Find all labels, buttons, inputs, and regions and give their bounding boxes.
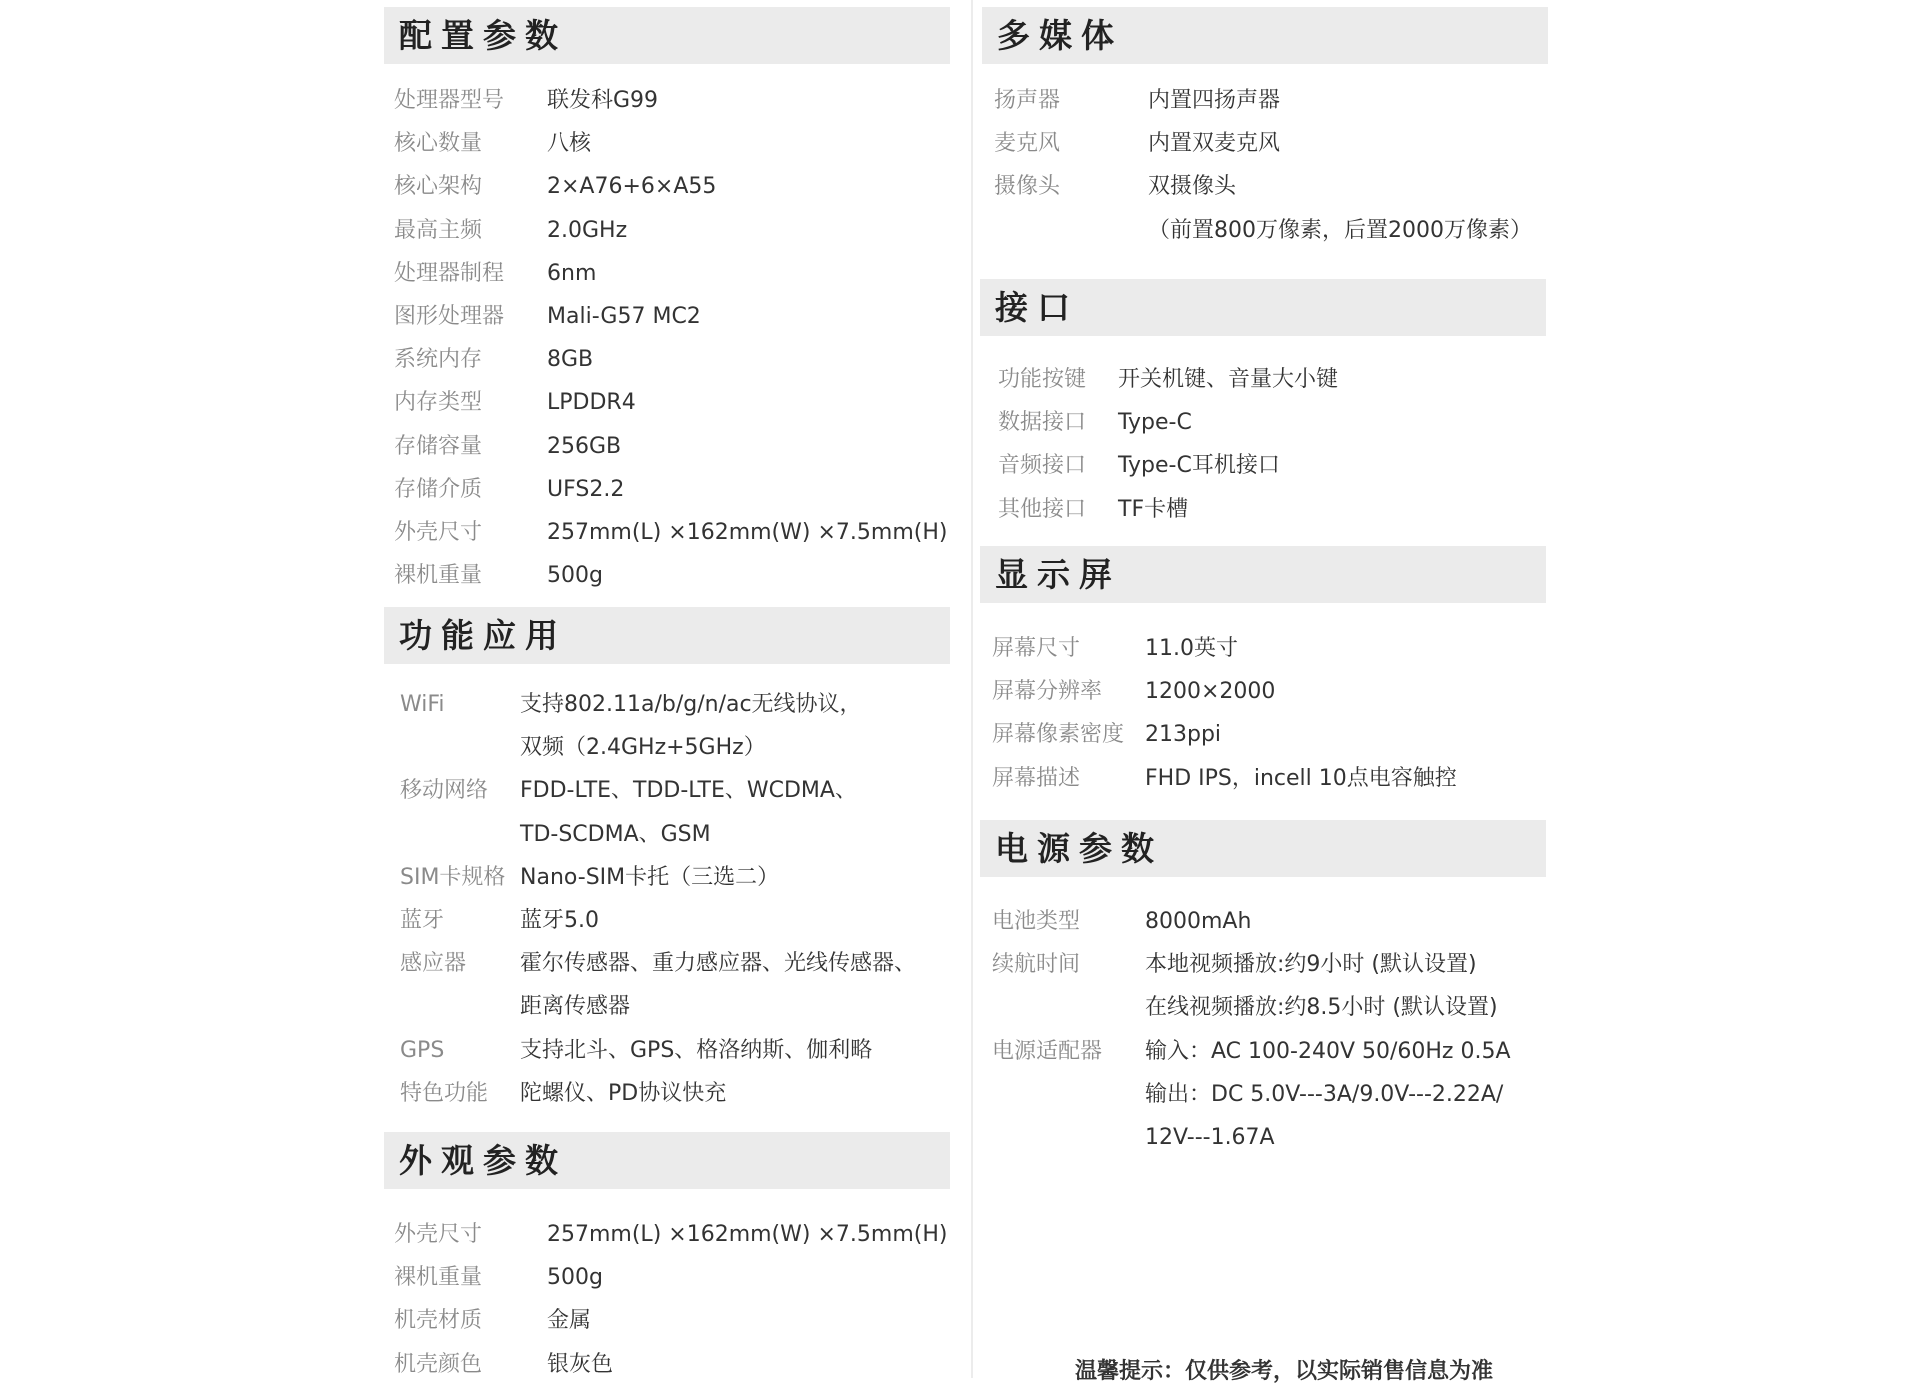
spec-row xyxy=(400,769,960,847)
spec-label: SIM卡规格 xyxy=(400,864,506,890)
spec-value: 八核 xyxy=(547,131,592,157)
spec-value: 213ppi xyxy=(1145,722,1222,748)
spec-value: （前置800万像素，后置2000万像素） xyxy=(1148,217,1532,243)
spec-label: 特色功能 xyxy=(400,1080,489,1106)
spec-row xyxy=(994,165,1554,243)
spec-label: 续航时间 xyxy=(992,952,1081,978)
spec-row xyxy=(394,295,954,339)
spec-value: 陀螺仪、PD协议快充 xyxy=(520,1080,727,1106)
spec-label: 存储容量 xyxy=(394,433,483,459)
spec-value: 支持北斗、GPS、格洛纳斯、伽利略 xyxy=(520,1037,873,1063)
spec-value: 257mm(L) ×162mm(W) ×7.5mm(H) xyxy=(547,1222,948,1247)
spec-value: 8GB xyxy=(547,347,594,373)
spec-value: 银灰色 xyxy=(547,1351,614,1377)
spec-value: 支持802.11a/b/g/n/ac无线协议， xyxy=(520,692,862,717)
spec-row xyxy=(400,942,960,1020)
spec-label: 音频接口 xyxy=(998,453,1087,479)
spec-label: 移动网络 xyxy=(400,778,489,804)
spec-label: 最高主频 xyxy=(394,217,483,243)
section-header-appearance: 外观参数 xyxy=(384,1132,950,1189)
spec-label: 其他接口 xyxy=(998,496,1087,522)
spec-label: 摄像头 xyxy=(994,174,1061,200)
spec-row xyxy=(992,757,1552,801)
spec-row xyxy=(394,1299,954,1343)
spec-label: 图形处理器 xyxy=(394,304,505,329)
spec-label: 屏幕像素密度 xyxy=(992,722,1125,748)
spec-value: FHD IPS，incell 10点电容触控 xyxy=(1145,765,1457,791)
spec-value: 双摄像头 xyxy=(1148,174,1237,200)
spec-value: 距离传感器 xyxy=(520,994,631,1020)
spec-label: 感应器 xyxy=(400,951,467,977)
spec-row xyxy=(394,1343,954,1387)
spec-row xyxy=(998,488,1558,532)
spec-row xyxy=(394,252,954,296)
spec-value: Nano-SIM卡托（三选二） xyxy=(520,864,780,890)
notice-text: 温馨提示：仅供参考，以实际销售信息为准 xyxy=(1075,1359,1494,1384)
spec-row xyxy=(394,209,954,253)
spec-value: 257mm(L) ×162mm(W) ×7.5mm(H) xyxy=(547,520,948,545)
spec-label: 蓝牙 xyxy=(400,908,445,933)
spec-label: 麦克风 xyxy=(994,131,1061,157)
spec-row xyxy=(992,670,1552,714)
spec-row xyxy=(400,1072,960,1116)
spec-label: 核心架构 xyxy=(394,174,483,200)
spec-value: 输入：AC 100-240V 50/60Hz 0.5A xyxy=(1145,1038,1511,1064)
section-header-display: 显示屏 xyxy=(980,546,1546,603)
spec-label: 系统内存 xyxy=(394,347,483,373)
spec-row xyxy=(394,338,954,382)
spec-row xyxy=(994,122,1554,166)
section-header-ports: 接口 xyxy=(980,279,1546,336)
spec-label: 屏幕尺寸 xyxy=(992,636,1081,661)
spec-value: 输出：DC 5.0V---3A/9.0V---2.22A/ xyxy=(1145,1081,1504,1107)
spec-label: 电池类型 xyxy=(992,909,1081,934)
spec-row xyxy=(394,511,954,555)
spec-value: 500g xyxy=(547,1265,603,1291)
spec-row xyxy=(992,943,1552,1021)
spec-row xyxy=(394,79,954,123)
spec-value: Type-C耳机接口 xyxy=(1118,453,1280,479)
spec-value: Mali-G57 MC2 xyxy=(547,304,701,329)
spec-value: UFS2.2 xyxy=(547,476,625,502)
spec-row xyxy=(400,1029,960,1073)
spec-value: 开关机键、音量大小键 xyxy=(1118,367,1339,392)
spec-value: 本地视频播放:约9小时 (默认设置) xyxy=(1145,952,1477,978)
spec-label: 裸机重量 xyxy=(394,563,483,589)
spec-value: 11.0英寸 xyxy=(1145,636,1238,661)
spec-label: 功能按键 xyxy=(998,367,1087,392)
spec-value: 1200×2000 xyxy=(1145,679,1276,705)
section-header-features: 功能应用 xyxy=(384,607,950,664)
spec-row xyxy=(394,165,954,209)
spec-value: TD-SCDMA、GSM xyxy=(520,821,711,847)
spec-value: FDD-LTE、TDD-LTE、WCDMA、 xyxy=(520,778,857,804)
spec-label: 裸机重量 xyxy=(394,1265,483,1291)
spec-value: 内置双麦克风 xyxy=(1148,131,1281,157)
spec-label: 处理器型号 xyxy=(394,88,505,113)
spec-label: 电源适配器 xyxy=(992,1038,1103,1064)
spec-label: 内存类型 xyxy=(394,390,483,416)
spec-value: 8000mAh xyxy=(1145,909,1252,934)
spec-row xyxy=(400,683,960,761)
spec-value: 金属 xyxy=(547,1308,592,1334)
spec-row xyxy=(998,358,1558,402)
spec-value: 内置四扬声器 xyxy=(1148,88,1281,113)
spec-row xyxy=(992,627,1552,671)
spec-label: WiFi xyxy=(400,692,445,717)
spec-label: 扬声器 xyxy=(994,88,1061,113)
column-divider xyxy=(971,0,973,1378)
spec-row xyxy=(994,79,1554,123)
spec-label: 屏幕分辨率 xyxy=(992,679,1103,705)
spec-label: GPS xyxy=(400,1037,445,1063)
spec-value: LPDDR4 xyxy=(547,390,636,416)
spec-row xyxy=(394,1213,954,1257)
spec-label: 机壳颜色 xyxy=(394,1351,483,1377)
spec-label: 外壳尺寸 xyxy=(394,520,483,545)
section-header-power: 电源参数 xyxy=(980,820,1546,877)
spec-row xyxy=(394,1256,954,1300)
spec-label: 机壳材质 xyxy=(394,1308,483,1334)
spec-row xyxy=(998,444,1558,488)
spec-value: Type-C xyxy=(1118,410,1192,436)
spec-value: 蓝牙5.0 xyxy=(520,908,599,933)
spec-label: 存储介质 xyxy=(394,476,483,502)
spec-row xyxy=(394,425,954,469)
spec-row xyxy=(998,401,1558,445)
spec-label: 处理器制程 xyxy=(394,260,505,286)
spec-row xyxy=(394,122,954,166)
spec-value: 256GB xyxy=(547,433,622,459)
spec-value: 霍尔传感器、重力感应器、光线传感器、 xyxy=(520,951,917,977)
spec-label: 外壳尺寸 xyxy=(394,1222,483,1247)
spec-label: 屏幕描述 xyxy=(992,765,1081,791)
spec-row xyxy=(394,468,954,512)
spec-value: 在线视频播放:约8.5小时 (默认设置) xyxy=(1145,995,1498,1021)
spec-value: 500g xyxy=(547,563,603,589)
spec-value: 2×A76+6×A55 xyxy=(547,174,717,200)
spec-row xyxy=(992,713,1552,757)
spec-row xyxy=(992,1030,1552,1150)
spec-value: 12V---1.67A xyxy=(1145,1124,1275,1150)
section-header-config: 配置参数 xyxy=(384,7,950,64)
spec-value: 6nm xyxy=(547,260,597,286)
spec-label: 核心数量 xyxy=(394,131,483,157)
spec-value: TF卡槽 xyxy=(1118,496,1189,522)
spec-value: 联发科G99 xyxy=(547,88,659,113)
section-header-multimedia: 多媒体 xyxy=(982,7,1548,64)
spec-row xyxy=(394,381,954,425)
spec-row xyxy=(394,554,954,598)
spec-row xyxy=(400,899,960,943)
spec-value: 双频（2.4GHz+5GHz） xyxy=(520,735,766,761)
spec-row xyxy=(992,900,1552,944)
spec-label: 数据接口 xyxy=(998,410,1087,436)
spec-row xyxy=(400,856,960,900)
spec-value: 2.0GHz xyxy=(547,217,628,243)
